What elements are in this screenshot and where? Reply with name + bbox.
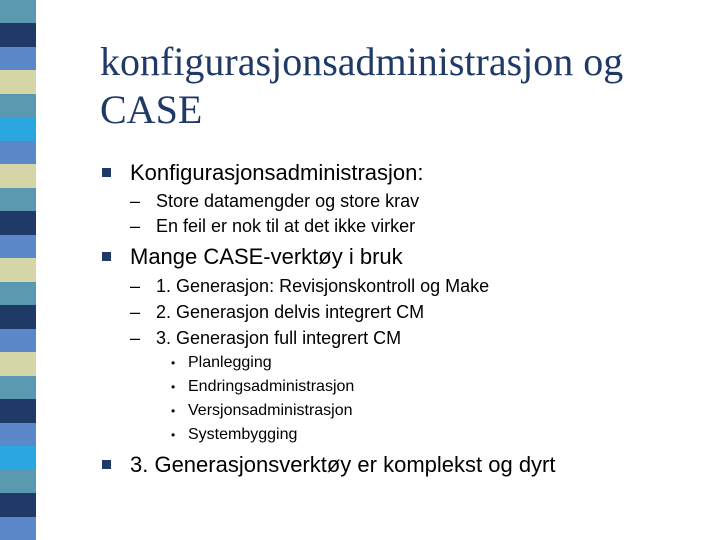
dash-marker: – <box>130 191 141 211</box>
bullet-1-text: Konfigurasjonsadministrasjon: <box>130 160 424 185</box>
bullet-3 <box>130 452 556 478</box>
bullet-2-sub-2-text: 2. Generasjon delvis integrert CM <box>156 302 425 322</box>
bullet-1-sub-1 <box>130 190 419 212</box>
stripe-segment <box>0 235 36 258</box>
stripe-segment <box>0 446 36 469</box>
stripe-segment <box>0 47 36 70</box>
square-bullet-icon <box>102 168 111 177</box>
stripe-segment <box>0 329 36 352</box>
stripe-segment <box>0 0 36 23</box>
decorative-stripe <box>0 0 36 540</box>
dot-marker: • <box>171 404 176 418</box>
bullet-2-sub-1-text: 1. Generasjon: Revisjonskontroll og Make <box>156 276 490 296</box>
stripe-segment <box>0 517 36 540</box>
bullet-2-subsub-4-text: Systembygging <box>188 426 298 443</box>
bullet-2-sub-3 <box>130 327 401 349</box>
dash-marker: – <box>130 216 141 236</box>
bullet-2-subsub-3-text: Versjonsadministrasjon <box>188 402 353 419</box>
bullet-3-text: 3. Generasjonsverktøy er komplekst og dyrt <box>130 452 556 477</box>
stripe-segment <box>0 70 36 93</box>
dot-marker: • <box>171 356 176 370</box>
stripe-segment <box>0 305 36 328</box>
stripe-segment <box>0 94 36 117</box>
stripe-segment <box>0 493 36 516</box>
bullet-1 <box>130 160 424 186</box>
stripe-segment <box>0 282 36 305</box>
stripe-segment <box>0 117 36 140</box>
stripe-segment <box>0 141 36 164</box>
stripe-segment <box>0 164 36 187</box>
bullet-2-subsub-1 <box>171 352 272 374</box>
bullet-2-subsub-2-text: Endringsadministrasjon <box>188 378 355 395</box>
dash-marker: – <box>130 276 141 296</box>
dot-marker: • <box>171 380 176 394</box>
slide-title: konfigurasjonsadministrasjon og CASE <box>100 39 624 132</box>
stripe-segment <box>0 352 36 375</box>
bullet-1-sub-1-text: Store datamengder og store krav <box>156 191 420 211</box>
stripe-segment <box>0 423 36 446</box>
dash-marker: – <box>130 302 141 322</box>
dash-marker: – <box>130 328 141 348</box>
stripe-segment <box>0 376 36 399</box>
bullet-1-sub-2 <box>130 215 415 237</box>
stripe-segment <box>0 399 36 422</box>
stripe-segment <box>0 211 36 234</box>
bullet-2-subsub-2 <box>171 376 355 398</box>
stripe-segment <box>0 188 36 211</box>
bullet-2-text: Mange CASE-verktøy i bruk <box>130 244 403 269</box>
bullet-2-subsub-3 <box>171 400 353 422</box>
bullet-2-sub-1 <box>130 275 489 297</box>
bullet-2-subsub-4 <box>171 424 298 446</box>
dot-marker: • <box>171 428 176 442</box>
bullet-1-sub-2-text: En feil er nok til at det ikke virker <box>156 216 416 236</box>
bullet-2-sub-3-text: 3. Generasjon full integrert CM <box>156 328 402 348</box>
square-bullet-icon <box>102 460 111 469</box>
square-bullet-icon <box>102 252 111 261</box>
bullet-2 <box>130 244 403 270</box>
stripe-segment <box>0 470 36 493</box>
stripe-segment <box>0 258 36 281</box>
stripe-segment <box>0 23 36 46</box>
bullet-2-subsub-1-text: Planlegging <box>188 354 272 371</box>
bullet-2-sub-2 <box>130 301 424 323</box>
